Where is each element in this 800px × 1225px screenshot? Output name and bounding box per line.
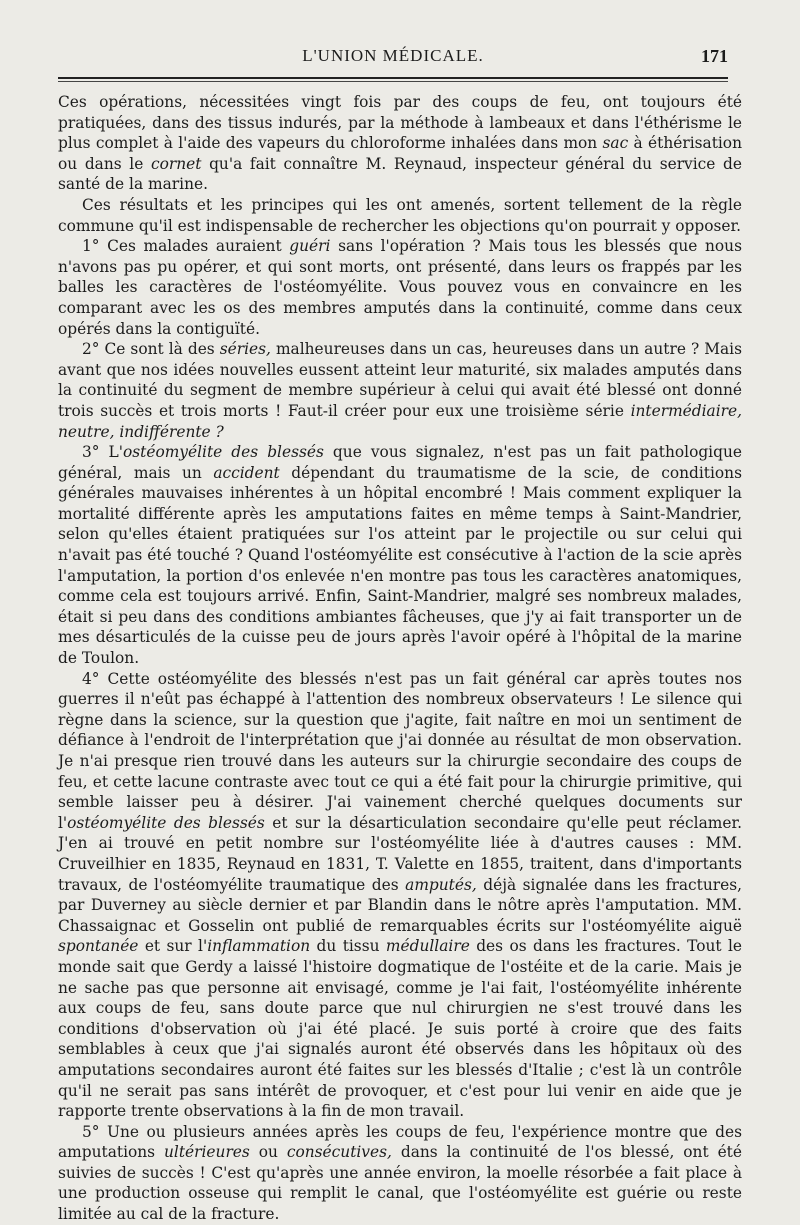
paragraph-4 xyxy=(58,442,742,669)
text-run: des os dans les fractures. Tout le monde sait que Gerdy a laissé l'histoire dogmatique de l'ostéite et de la carie. Mais je ne sache pas que personne ait envisagé, comme je l'ai fait, l'ostéomyélite inhérente aux coups de feu, sans doute parce que nul chirurgien ne s'est trouvé dans les conditions d'observation où j'ai été placé. Je suis porté à croire que des faits semblables à ceux que j'ai signalés auront été observés dans les hôpitaux où des amputations secondaires auront été faites sur les blessés d'Italie ; c'est là un contrôle qu'il ne serait pas sans intérêt de provoquer, et c'est pour lui venir en aide que je rapporte trente observations à la fin de mon travail. xyxy=(58,937,742,1121)
italic-run: amputés, xyxy=(405,875,477,894)
paragraph-3 xyxy=(58,339,742,442)
text-run: 3° L' xyxy=(82,443,123,462)
italic-run: médullaire xyxy=(385,937,470,956)
text-run: et sur la désarticulation secondaire qu'elle peut réclamer. J'en ai trouvé en petit nombre sur l'ostéomyélite liée à d'autres causes : MM. Cruveilhier en 1835, Reynaud en 1831, T. Valette en 1855, traitent, dans d'importants travaux, de l'ostéomyélite traumatique des xyxy=(58,813,743,894)
italic-run: consécutives, xyxy=(286,1143,392,1162)
paragraph-6 xyxy=(58,1122,742,1225)
text-run: que vous signalez, n'est pas un fait pathologique général, mais un xyxy=(58,443,742,482)
article-body xyxy=(58,92,742,1225)
italic-run: inflammation xyxy=(207,937,311,956)
text-run: 2° Ce sont là des xyxy=(82,340,220,359)
text-run: ou xyxy=(249,1143,287,1162)
paragraph-1 xyxy=(58,195,742,236)
text-run: à éthérisation ou dans le xyxy=(58,134,742,173)
text-run: du tissu xyxy=(310,937,386,956)
italic-run: intermédiaire, neutre, indifférente ? xyxy=(58,401,742,441)
paragraph-2 xyxy=(58,236,742,339)
paragraph-0 xyxy=(58,92,742,195)
text-run: Ces opérations, nécessitées vingt fois par des coups de feu, ont toujours été pratiquées, dans des tissus indurés, par la méthode à lambeaux et dans l'éthérisme le plus complet à l'aide des vapeurs du chloroforme inhalées dans mon xyxy=(58,93,742,153)
italic-run: accident xyxy=(213,463,280,482)
text-run: 4° Cette ostéomyélite des blessés n'est pas un fait général car après toutes nos guerres il n'eût pas échappé à l'attention des nombreux observateurs ! Le silence qui règne dans la science, sur la question que j'agite, fait naître en moi un sentiment de défiance à l'endroit de l'interprétation que j'ai donnée au résultat de mon observation. Je n'ai presque rien trouvé dans les auteurs sur la chirurgie secondaire des coups de feu, et cette lacune contraste avec tout ce qui a été fait pour la chirurgie primitive, qui semble laisser peu à désirer. J'ai vainement cherché quelques documents sur l' xyxy=(58,669,742,832)
text-run: malheureuses dans un cas, heureuses dans un autre ? Mais avant que nos idées nouvelles eussent atteint leur maturité, six malades amputés dans la continuité du segment de membre supérieur à celui qui avait été blessé ont donné trois succès et trois morts ! Faut-il créer pour eux une troisième série xyxy=(58,340,742,420)
text-run: 5° Une ou plusieurs années après les coups de feu, l'expérience montre que des amputations xyxy=(58,1122,742,1162)
italic-run: ostéomyélite des blessés xyxy=(122,443,324,462)
text-run: 1° Ces malades auraient xyxy=(82,237,290,256)
text-run: et sur l' xyxy=(138,937,208,956)
italic-run: ostéomyélite des blessés xyxy=(67,813,265,832)
text-run: dépendant du traumatisme de la scie, de conditions générales mauvaises inhérentes à un hôpital encombré ! Mais comment expliquer la mortalité différente après les amputations faites en même temps à Saint-Mandrier, selon qu'elles étaient pratiquées sur l'os atteint par le projectile ou sur celui qui n'avait pas été touché ? Quand l'ostéomyélite est consécutive à l'action de la scie après l'amputation, la portion d'os enlevée n'en montre pas tous les caractères anatomiques, comme cela est toujours arrivé. Enfin, Saint-Mandrier, malgré ses nombreux malades, était si peu dans des conditions ambiantes fâcheuses, que j'y ai fait transporter un de mes désarticulés de la cuisse peu de jours après l'avoir opéré à l'hôpital de la marine de Toulon. xyxy=(58,463,742,668)
page-number: 171 xyxy=(701,46,728,66)
italic-run: spontanée xyxy=(58,937,139,956)
paragraph-5 xyxy=(58,669,742,1122)
text-run: dans la continuité de l'os blessé, ont été suivies de succès ! C'est qu'après une année environ, la moelle résorbée a fait place à une production osseuse qui remplit le canal, que l'ostéomyélite est guérie ou reste limitée au cal de la fracture. xyxy=(58,1143,742,1224)
running-header xyxy=(58,46,728,72)
header-rule-thick xyxy=(58,77,728,79)
italic-run: sac xyxy=(602,134,629,153)
text-run: Ces résultats et les principes qui les ont amenés, sortent tellement de la règle commune qu'il est indispensable de rechercher les objections qu'on pourrait y opposer. xyxy=(58,195,742,235)
text-run: sans l'opération ? Mais tous les blessés que nous n'avons pas pu opérer, et qui sont morts, ont présenté, dans leurs os frappés par les balles les caractères de l'ostéomyélite. Vous pouvez vous en convaincre en les comparant avec les os des membres amputés dans la continuité, comme dans ceux opérés dans la contiguïté. xyxy=(58,237,742,338)
italic-run: cornet xyxy=(150,154,202,173)
italic-run: guéri xyxy=(289,237,331,256)
text-run: qu'a fait connaître M. Reynaud, inspecteur général du service de santé de la marine. xyxy=(58,154,742,194)
italic-run: séries, xyxy=(219,340,271,359)
journal-title: L'UNION MÉDICALE. xyxy=(302,46,484,65)
text-run: déjà signalée dans les fractures, par Duverney au siècle dernier et par Blandin dans le nôtre après l'amputation. MM. Chassaignac et Gosselin ont publié de remarquables écrits sur l'ostéomyélite aiguë xyxy=(58,875,742,935)
italic-run: ultérieures xyxy=(164,1143,250,1162)
header-rule-thin xyxy=(58,81,728,82)
